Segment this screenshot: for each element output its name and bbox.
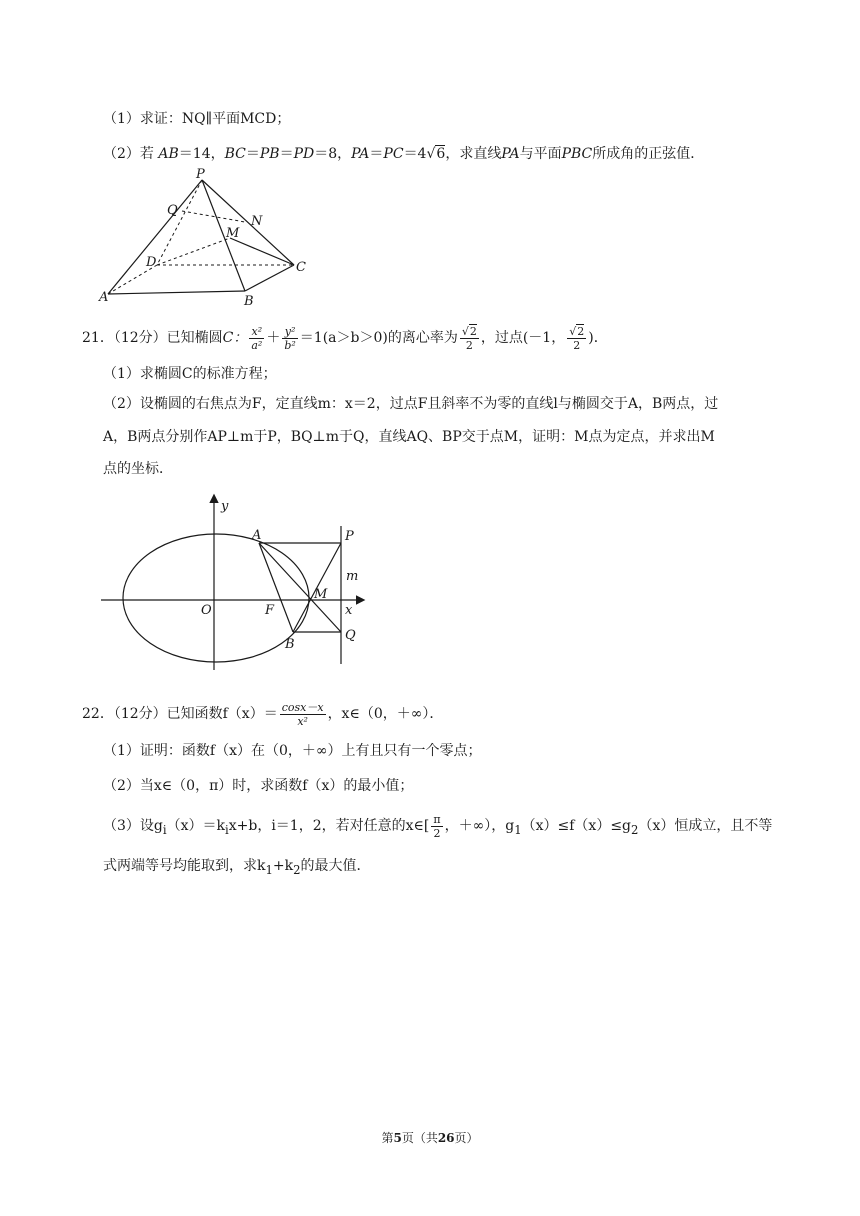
label-y: y	[221, 499, 229, 514]
edge-AB	[108, 291, 245, 294]
label-M: M	[226, 226, 240, 241]
q21-header: 21．（12分）已知椭圆C： $\frac{\text{x²}}{\text{a²}}$ ＋ $\frac{\text{y²}}{\text{b²}}$ ＝1(a＞b＞0)的离心率为 $\frac{√2}{2}$ ，过点(－1， $\frac{√2}{2}$ )．	[82, 324, 608, 352]
label-B: B	[285, 637, 295, 652]
edge-PA	[108, 180, 202, 294]
q21-part2-line3: 点的坐标．	[103, 461, 173, 477]
q22-header: 22．（12分）已知函数f（x）＝ $\frac{\cos x-x}{\text{x²}}$ ，x∈（0，＋∞）．	[82, 700, 444, 728]
label-F: F	[265, 603, 275, 618]
pyramid-figure	[95, 165, 320, 310]
edge-BC	[245, 265, 294, 291]
ellipse-figure	[95, 490, 375, 670]
label-C: C	[296, 260, 306, 275]
edge-MC	[230, 238, 294, 265]
q22-part1: （1）证明：函数f（x）在（0，＋∞）上有且只有一个零点；	[103, 743, 482, 759]
edge-PD	[157, 180, 202, 265]
q21-part2-line1: （2）设椭圆的右焦点为F，定直线m：x＝2，过点F且斜率不为零的直线l与椭圆交于A，B两点，过	[103, 396, 719, 412]
line-AB	[259, 543, 293, 632]
q20-part2: （2）若 AB＝14，BC＝PB＝PD＝8，PA＝PC＝4√6，求直线PA与平面PBC所成角的正弦值．	[103, 146, 705, 162]
q22-part3-line1: （3）设$g_i(x)=k_ix+b$，i＝1，2，若对任意的x∈[ $\frac{\pi}{2}$ ，＋∞），$g_1(x)\le f(x)\le g_2(x)$恒成立，且不等	[103, 812, 773, 840]
label-O: O	[201, 603, 212, 618]
ellipse	[123, 534, 309, 662]
label-A: A	[99, 290, 109, 305]
q20-part1: （1）求证：NQ∥平面MCD；	[103, 111, 291, 127]
q22-part2: （2）当x∈（0，π）时，求函数f（x）的最小值；	[103, 778, 414, 794]
label-N: N	[251, 214, 263, 229]
label-Q: Q	[167, 203, 178, 218]
edge-QN	[182, 211, 245, 222]
q21-part2-line2: A，B两点分别作AP⊥m于P，BQ⊥m于Q，直线AQ、BP交于点M，证明：M点为定点，并求出M	[103, 429, 715, 445]
q22-part3-line2: 式两端等号均能取到，求$k_1+k_2$的最大值．	[103, 858, 371, 877]
label-P: P	[196, 167, 205, 182]
label-P: P	[345, 529, 354, 544]
label-A: A	[252, 528, 262, 543]
label-D: D	[146, 255, 157, 270]
edge-DM	[157, 238, 230, 265]
label-x: x	[345, 603, 353, 618]
edge-PC	[202, 180, 294, 265]
label-m: m	[346, 569, 359, 584]
label-M: M	[314, 587, 328, 602]
label-B: B	[244, 294, 254, 309]
label-Q: Q	[345, 628, 356, 643]
q21-part1: （1）求椭圆C的标准方程；	[103, 366, 277, 382]
page-footer: 第5页（共26页）	[381, 1131, 479, 1145]
